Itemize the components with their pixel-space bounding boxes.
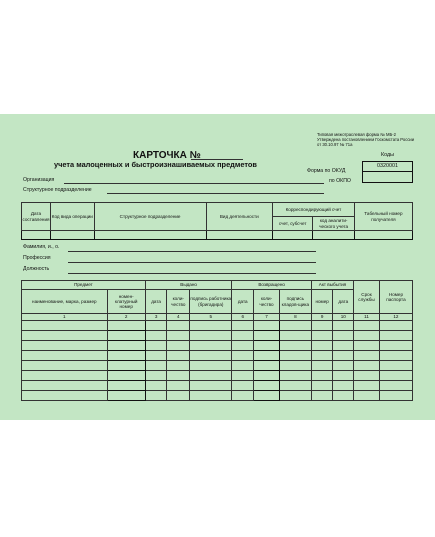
column-number: 8 bbox=[279, 314, 311, 321]
col-issued-qty-header: коли-чество bbox=[167, 290, 190, 314]
table-cell[interactable] bbox=[145, 371, 167, 381]
table-cell[interactable] bbox=[333, 371, 354, 381]
table-cell[interactable] bbox=[333, 361, 354, 371]
table-cell[interactable] bbox=[232, 391, 254, 401]
group-issued-header: Выдано bbox=[145, 281, 232, 290]
table-cell[interactable] bbox=[333, 381, 354, 391]
form-note-line-1: Типовая межотраслевая форма № МБ-2 bbox=[317, 132, 396, 137]
col-tab-number-header: Табельный номер получателя bbox=[354, 203, 412, 231]
table-cell[interactable] bbox=[107, 381, 145, 391]
table-cell[interactable] bbox=[107, 331, 145, 341]
operation-cell-analytic[interactable] bbox=[313, 231, 354, 240]
table-cell[interactable] bbox=[279, 321, 311, 331]
operation-table bbox=[21, 202, 413, 240]
table-cell[interactable] bbox=[354, 321, 380, 331]
col-activity-header: Вид деятельности bbox=[206, 203, 272, 231]
column-number: 2 bbox=[107, 314, 145, 321]
col-corr-account-header: Корреспондирующий счет bbox=[272, 203, 354, 217]
operation-cell-activity[interactable] bbox=[206, 231, 272, 240]
organization-line bbox=[64, 183, 324, 184]
table-cell[interactable] bbox=[22, 391, 108, 401]
col-name-header: наименование, марка, размер bbox=[22, 290, 108, 314]
table-row bbox=[22, 351, 413, 361]
table-cell[interactable] bbox=[190, 321, 232, 331]
form-note-line-3: от 30.10.97 № 71а bbox=[317, 142, 353, 147]
table-row bbox=[22, 331, 413, 341]
table-cell[interactable] bbox=[254, 341, 280, 351]
table-cell[interactable] bbox=[145, 361, 167, 371]
table-cell[interactable] bbox=[311, 361, 333, 371]
column-number: 1 bbox=[22, 314, 108, 321]
table-cell[interactable] bbox=[167, 321, 190, 331]
table-cell[interactable] bbox=[22, 331, 108, 341]
table-cell[interactable] bbox=[354, 361, 380, 371]
table-cell[interactable] bbox=[279, 391, 311, 401]
table-cell[interactable] bbox=[279, 331, 311, 341]
table-cell[interactable] bbox=[167, 341, 190, 351]
table-cell[interactable] bbox=[22, 381, 108, 391]
col-worker-signature-header: подпись работника (бригадира) bbox=[190, 290, 232, 314]
operation-cell-code[interactable] bbox=[51, 231, 95, 240]
col-date-header: Дата составления bbox=[22, 203, 51, 231]
table-cell[interactable] bbox=[232, 351, 254, 361]
table-cell[interactable] bbox=[354, 371, 380, 381]
table-cell[interactable] bbox=[190, 391, 232, 401]
table-cell[interactable] bbox=[379, 391, 412, 401]
table-cell[interactable] bbox=[107, 321, 145, 331]
table-cell[interactable] bbox=[254, 331, 280, 341]
column-number: 11 bbox=[354, 314, 380, 321]
item-rows bbox=[22, 321, 413, 401]
column-number: 12 bbox=[379, 314, 412, 321]
table-cell[interactable] bbox=[145, 381, 167, 391]
table-cell[interactable] bbox=[107, 341, 145, 351]
position-line bbox=[68, 273, 316, 274]
table-cell[interactable] bbox=[22, 351, 108, 361]
items-table bbox=[21, 280, 413, 401]
table-cell[interactable] bbox=[354, 381, 380, 391]
form-sheet bbox=[0, 114, 435, 420]
table-cell[interactable] bbox=[232, 341, 254, 351]
table-cell[interactable] bbox=[107, 351, 145, 361]
table-cell[interactable] bbox=[379, 361, 412, 371]
col-passport-header: Номер паспорта bbox=[379, 281, 412, 314]
name-label: Фамилия, и., о. bbox=[23, 244, 60, 250]
table-cell[interactable] bbox=[232, 331, 254, 341]
table-cell[interactable] bbox=[22, 371, 108, 381]
col-issued-date-header: дата bbox=[145, 290, 167, 314]
okpo-label: по ОКПО bbox=[329, 178, 351, 184]
table-cell[interactable] bbox=[167, 331, 190, 341]
table-cell[interactable] bbox=[311, 381, 333, 391]
table-cell[interactable] bbox=[190, 331, 232, 341]
table-cell[interactable] bbox=[167, 381, 190, 391]
table-cell[interactable] bbox=[311, 351, 333, 361]
profession-line bbox=[68, 262, 316, 263]
position-label: Должность bbox=[23, 266, 50, 272]
okud-value: 0320001 bbox=[363, 162, 413, 172]
form-note-line-2: Утверждена постановлением Госкомстата России bbox=[317, 137, 415, 142]
table-cell[interactable] bbox=[190, 371, 232, 381]
table-cell[interactable] bbox=[167, 351, 190, 361]
organization-label: Организация bbox=[23, 177, 55, 183]
okpo-value bbox=[363, 172, 413, 183]
group-item-header: Предмет bbox=[22, 281, 146, 290]
table-cell[interactable] bbox=[379, 341, 412, 351]
table-cell[interactable] bbox=[167, 361, 190, 371]
page-title: КАРТОЧКА № bbox=[133, 150, 201, 161]
table-cell[interactable] bbox=[354, 391, 380, 401]
table-cell[interactable] bbox=[379, 331, 412, 341]
table-cell[interactable] bbox=[167, 371, 190, 381]
table-cell[interactable] bbox=[379, 321, 412, 331]
column-number: 5 bbox=[190, 314, 232, 321]
table-cell[interactable] bbox=[311, 341, 333, 351]
table-cell[interactable] bbox=[354, 341, 380, 351]
table-cell[interactable] bbox=[333, 331, 354, 341]
table-cell[interactable] bbox=[190, 341, 232, 351]
table-cell[interactable] bbox=[279, 371, 311, 381]
table-cell[interactable] bbox=[379, 371, 412, 381]
table-cell[interactable] bbox=[145, 321, 167, 331]
table-cell[interactable] bbox=[333, 321, 354, 331]
table-cell[interactable] bbox=[254, 361, 280, 371]
table-cell[interactable] bbox=[333, 351, 354, 361]
table-cell[interactable] bbox=[232, 321, 254, 331]
table-cell[interactable] bbox=[190, 361, 232, 371]
okud-label: Форма по ОКУД bbox=[307, 168, 346, 174]
col-act-number-header: номер bbox=[311, 290, 333, 314]
table-cell[interactable] bbox=[279, 361, 311, 371]
column-numbers-row bbox=[22, 314, 413, 321]
table-row bbox=[22, 341, 413, 351]
table-cell[interactable] bbox=[254, 371, 280, 381]
table-cell[interactable] bbox=[279, 341, 311, 351]
operation-cell-department[interactable] bbox=[94, 231, 206, 240]
column-number: 9 bbox=[311, 314, 333, 321]
table-cell[interactable] bbox=[190, 381, 232, 391]
column-number: 3 bbox=[145, 314, 167, 321]
table-cell[interactable] bbox=[22, 321, 108, 331]
table-cell[interactable] bbox=[254, 381, 280, 391]
codes-table bbox=[362, 151, 413, 183]
column-number: 4 bbox=[167, 314, 190, 321]
col-department-header: Структурное подразделение bbox=[94, 203, 206, 231]
table-cell[interactable] bbox=[107, 361, 145, 371]
col-account-subaccount-header: счет, субсчет bbox=[272, 217, 312, 231]
table-row bbox=[22, 391, 413, 401]
table-cell[interactable] bbox=[279, 351, 311, 361]
profession-label: Профессия bbox=[23, 255, 51, 261]
operation-cell-tab-number[interactable] bbox=[354, 231, 412, 240]
table-cell[interactable] bbox=[254, 351, 280, 361]
table-cell[interactable] bbox=[190, 351, 232, 361]
operation-row bbox=[22, 231, 413, 240]
table-cell[interactable] bbox=[379, 351, 412, 361]
col-storekeeper-signature-header: подпись кладов-щика bbox=[279, 290, 311, 314]
table-cell[interactable] bbox=[311, 371, 333, 381]
column-number: 10 bbox=[333, 314, 354, 321]
table-cell[interactable] bbox=[145, 331, 167, 341]
table-cell[interactable] bbox=[279, 381, 311, 391]
table-cell[interactable] bbox=[333, 341, 354, 351]
col-nomenclature-header: номен-клатурный номер bbox=[107, 290, 145, 314]
table-cell[interactable] bbox=[232, 381, 254, 391]
table-row bbox=[22, 381, 413, 391]
table-cell[interactable] bbox=[167, 391, 190, 401]
table-cell[interactable] bbox=[311, 321, 333, 331]
table-cell[interactable] bbox=[311, 391, 333, 401]
table-cell[interactable] bbox=[145, 391, 167, 401]
table-row bbox=[22, 361, 413, 371]
table-cell[interactable] bbox=[254, 321, 280, 331]
codes-label: Коды bbox=[380, 152, 395, 159]
table-cell[interactable] bbox=[379, 381, 412, 391]
table-cell[interactable] bbox=[354, 331, 380, 341]
table-cell[interactable] bbox=[311, 331, 333, 341]
table-cell[interactable] bbox=[107, 391, 145, 401]
table-row bbox=[22, 321, 413, 331]
table-cell[interactable] bbox=[22, 341, 108, 351]
col-service-life-header: Срок службы bbox=[354, 281, 380, 314]
department-line bbox=[107, 193, 324, 194]
table-cell[interactable] bbox=[145, 351, 167, 361]
col-returned-qty-header: коли-чество bbox=[254, 290, 280, 314]
column-number: 6 bbox=[232, 314, 254, 321]
form-note bbox=[317, 132, 414, 147]
col-returned-date-header: дата bbox=[232, 290, 254, 314]
name-line bbox=[68, 251, 316, 252]
table-cell[interactable] bbox=[333, 391, 354, 401]
operation-cell-account[interactable] bbox=[272, 231, 312, 240]
col-operation-code-header: Код вида операции bbox=[51, 203, 95, 231]
group-writeoff-header: Акт выбытия bbox=[311, 281, 353, 290]
table-cell[interactable] bbox=[232, 361, 254, 371]
page-subtitle: учета малоценных и быстроизнашиваемых предметов bbox=[54, 160, 257, 169]
table-cell[interactable] bbox=[22, 361, 108, 371]
column-number: 7 bbox=[254, 314, 280, 321]
group-returned-header: Возвращено bbox=[232, 281, 311, 290]
col-act-date-header: дата bbox=[333, 290, 354, 314]
table-cell[interactable] bbox=[354, 351, 380, 361]
table-cell[interactable] bbox=[107, 371, 145, 381]
operation-cell-date[interactable] bbox=[22, 231, 51, 240]
table-cell[interactable] bbox=[232, 371, 254, 381]
table-row bbox=[22, 371, 413, 381]
col-analytic-code-header: код аналити-ческого учета bbox=[313, 217, 354, 231]
table-cell[interactable] bbox=[145, 341, 167, 351]
department-label: Структурное подразделение bbox=[23, 187, 92, 193]
table-cell[interactable] bbox=[254, 391, 280, 401]
